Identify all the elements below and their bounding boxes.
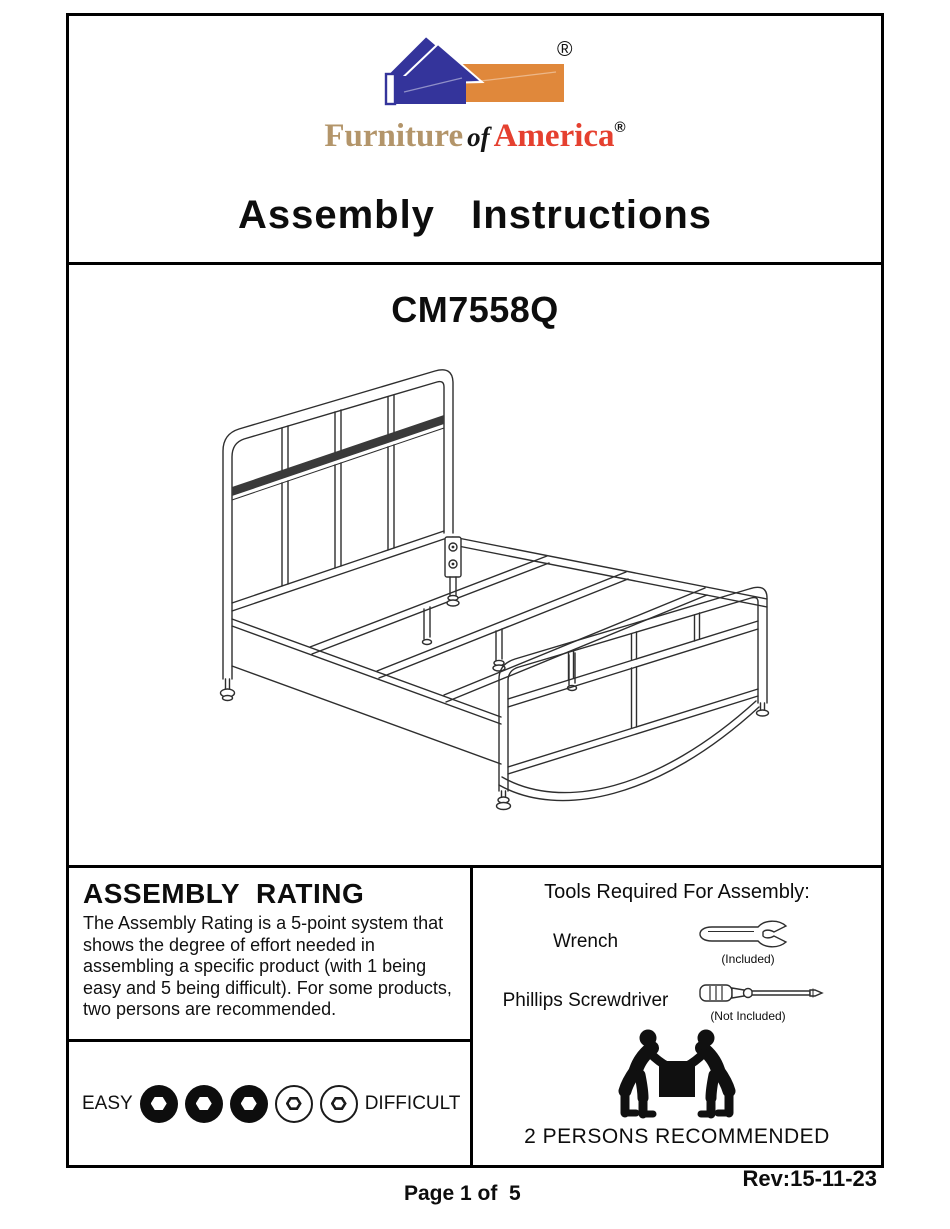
- assembly-rating-description: The Assembly Rating is a 5-point system that shows the degree of effort needed in assembling a specific product (with 1 being easy and 5 being difficult). For some products, two persons are recommended.: [83, 913, 452, 1019]
- tool-status-wrench: (Included): [721, 952, 775, 966]
- phillips-screwdriver-icon: [698, 978, 824, 1008]
- rating-circle-2-filled: [185, 1085, 223, 1123]
- rating-scale-box: [66, 1039, 473, 1168]
- difficult-label: DIFFICULT: [364, 1092, 461, 1114]
- assembly-rating-title: ASSEMBLY RATING: [83, 878, 365, 909]
- document-sheet: [66, 13, 884, 1168]
- tool-status-screwdriver: (Not Included): [710, 1009, 786, 1023]
- two-persons-lifting-icon: [612, 1027, 742, 1123]
- page-number-label: Page 1 of 5: [404, 1182, 521, 1205]
- product-box: [66, 262, 884, 868]
- rating-column: [66, 865, 473, 1168]
- tools-title: Tools Required For Assembly:: [544, 881, 810, 903]
- rating-circle-1-filled: [140, 1085, 178, 1123]
- brand-word-of: of: [467, 122, 490, 152]
- brand-word-america: America: [493, 118, 615, 154]
- page-title: Assembly Instructions: [237, 193, 713, 237]
- logo-registered-mark: ®: [557, 38, 573, 61]
- brand-registered-mark: ®: [614, 119, 626, 136]
- brand-word-furniture: Furniture: [324, 118, 464, 154]
- rating-circle-4-empty: [275, 1085, 313, 1123]
- tool-row-wrench: [473, 917, 881, 966]
- wrench-icon: [698, 917, 790, 951]
- easy-label: EASY: [82, 1092, 133, 1114]
- tool-figure-screwdriver: [698, 978, 881, 1023]
- tool-row-screwdriver: [473, 978, 881, 1023]
- tools-box: [470, 865, 884, 1168]
- tool-figure-wrench: [698, 917, 881, 966]
- model-number: CM7558Q: [391, 289, 559, 330]
- tool-name-wrench: Wrench: [552, 930, 619, 952]
- header-box: [66, 13, 884, 265]
- rating-circle-3-filled: [230, 1085, 268, 1123]
- assembly-rating-box: [66, 865, 473, 1042]
- logo-chimney: [386, 74, 395, 104]
- rating-track: [140, 1085, 358, 1123]
- brand-wordmark: [324, 110, 625, 155]
- bed-illustration: [179, 367, 799, 824]
- bottom-row: [66, 865, 884, 1168]
- rating-circle-5-empty: [320, 1085, 358, 1123]
- logo-house-body: [396, 76, 466, 104]
- persons-recommended-note: 2 PERSONS RECOMMENDED: [524, 1125, 830, 1148]
- tool-name-screwdriver: Phillips Screwdriver: [502, 989, 669, 1011]
- brand-logo-house-icon: [374, 32, 576, 108]
- tools-list: [473, 917, 881, 1023]
- revision-label: Rev:15-11-23: [742, 1166, 877, 1191]
